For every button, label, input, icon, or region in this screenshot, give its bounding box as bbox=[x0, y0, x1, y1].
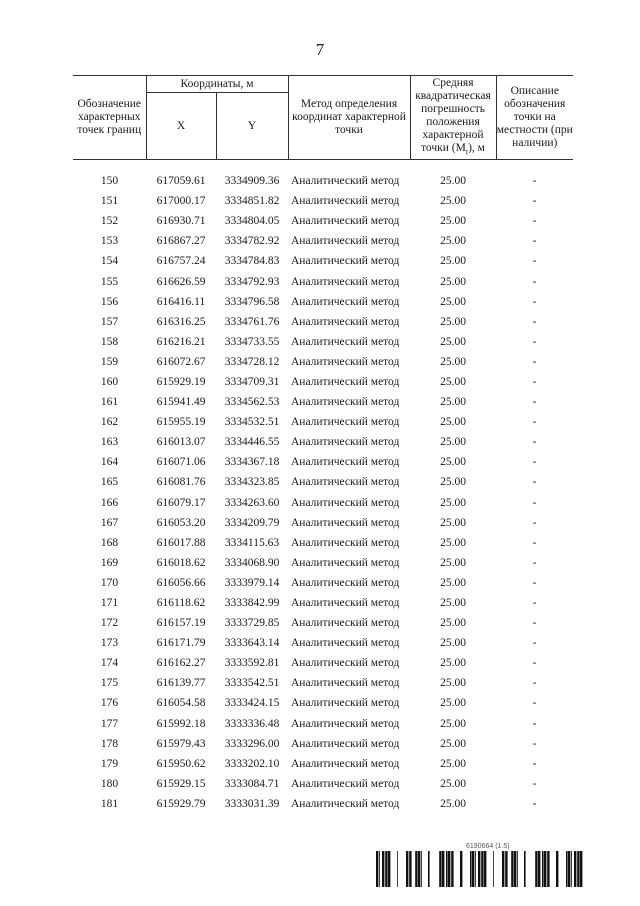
cell-error: 25.00 bbox=[440, 275, 466, 288]
cell-y: 3334851.82 bbox=[224, 195, 280, 208]
cell-point-number: 158 bbox=[100, 335, 119, 348]
cell-x: 616867.27 bbox=[156, 235, 206, 248]
table-row bbox=[73, 693, 573, 713]
barcode-bar bbox=[542, 851, 544, 887]
cell-error: 25.00 bbox=[440, 476, 466, 489]
table-row bbox=[73, 734, 573, 754]
cell-error: 25.00 bbox=[440, 737, 466, 750]
cell-y: 3334909.36 bbox=[224, 175, 280, 188]
cell-point-number: 168 bbox=[100, 536, 119, 549]
barcode-bar bbox=[460, 851, 462, 887]
cell-point-number: 162 bbox=[100, 416, 119, 429]
table-row bbox=[73, 472, 573, 492]
header-y: Y bbox=[216, 93, 288, 160]
barcode-bar bbox=[379, 851, 380, 887]
barcode-bar bbox=[578, 851, 580, 887]
cell-method: Аналитический метод bbox=[291, 677, 400, 690]
cell-description: - bbox=[532, 757, 537, 770]
cell-error: 25.00 bbox=[440, 396, 466, 409]
barcode-bar bbox=[416, 851, 418, 887]
cell-error: 25.00 bbox=[440, 617, 466, 630]
cell-x: 615992.18 bbox=[156, 717, 206, 730]
cell-y: 3334761.76 bbox=[224, 315, 280, 328]
barcode-bar bbox=[472, 851, 474, 887]
barcode-bar bbox=[386, 851, 388, 887]
barcode-bar bbox=[511, 851, 512, 887]
cell-description: - bbox=[532, 516, 537, 529]
cell-method: Аналитический метод bbox=[291, 315, 400, 328]
cell-error: 25.00 bbox=[440, 436, 466, 449]
cell-y: 3334804.05 bbox=[224, 215, 280, 228]
header-error bbox=[410, 76, 496, 160]
cell-description: - bbox=[532, 637, 537, 650]
cell-description: - bbox=[532, 436, 537, 449]
cell-y: 3333643.14 bbox=[224, 637, 280, 650]
cell-error: 25.00 bbox=[440, 677, 466, 690]
cell-x: 616018.62 bbox=[156, 556, 206, 569]
table-row bbox=[73, 251, 573, 271]
barcode-bar bbox=[452, 851, 454, 887]
cell-description: - bbox=[532, 657, 537, 670]
cell-description: - bbox=[532, 275, 537, 288]
cell-x: 615950.62 bbox=[156, 757, 206, 770]
barcode-bar bbox=[544, 851, 546, 887]
cell-y: 3333542.51 bbox=[224, 677, 280, 690]
cell-point-number: 152 bbox=[100, 215, 119, 228]
cell-error: 25.00 bbox=[440, 777, 466, 790]
cell-error: 25.00 bbox=[440, 315, 466, 328]
cell-description: - bbox=[532, 255, 537, 268]
table-row bbox=[73, 774, 573, 794]
cell-description: - bbox=[532, 456, 537, 469]
table-row bbox=[73, 171, 573, 191]
cell-method: Аналитический метод bbox=[291, 657, 400, 670]
cell-description: - bbox=[532, 496, 537, 509]
cell-point-number: 175 bbox=[100, 677, 119, 690]
cell-y: 3333592.81 bbox=[224, 657, 280, 670]
cell-point-number: 163 bbox=[100, 436, 119, 449]
table-body bbox=[73, 171, 573, 814]
cell-x: 616139.77 bbox=[156, 677, 206, 690]
cell-method: Аналитический метод bbox=[291, 777, 400, 790]
barcode-bar bbox=[475, 851, 476, 887]
cell-error: 25.00 bbox=[440, 597, 466, 610]
barcode-bar bbox=[484, 851, 486, 887]
barcode-bar bbox=[506, 851, 508, 887]
cell-point-number: 161 bbox=[100, 396, 119, 409]
cell-method: Аналитический метод bbox=[291, 637, 400, 650]
cell-x: 615929.79 bbox=[156, 797, 206, 810]
cell-x: 616079.17 bbox=[156, 496, 206, 509]
cell-method: Аналитический метод bbox=[291, 235, 400, 248]
barcode-bar bbox=[517, 851, 518, 887]
cell-description: - bbox=[532, 677, 537, 690]
cell-method: Аналитический метод bbox=[291, 375, 400, 388]
cell-error: 25.00 bbox=[440, 175, 466, 188]
cell-error: 25.00 bbox=[440, 516, 466, 529]
barcode-bar bbox=[382, 851, 384, 887]
cell-point-number: 157 bbox=[100, 315, 119, 328]
table-row bbox=[73, 754, 573, 774]
cell-error: 25.00 bbox=[440, 456, 466, 469]
cell-method: Аналитический метод bbox=[291, 536, 400, 549]
cell-description: - bbox=[532, 195, 537, 208]
cell-point-number: 171 bbox=[100, 597, 119, 610]
cell-x: 616157.19 bbox=[156, 617, 206, 630]
header-error-line1: Средняя квадратическая погрешность положения характерной bbox=[415, 76, 491, 141]
cell-y: 3334562.53 bbox=[224, 396, 280, 409]
cell-y: 3334446.55 bbox=[224, 436, 280, 449]
header-error-line2: точки (M bbox=[421, 141, 466, 154]
cell-point-number: 164 bbox=[100, 456, 119, 469]
cell-x: 617000.17 bbox=[156, 195, 206, 208]
barcode-bar bbox=[410, 851, 412, 887]
cell-y: 3333031.39 bbox=[224, 797, 280, 810]
cell-y: 3333336.48 bbox=[224, 717, 280, 730]
cell-description: - bbox=[532, 215, 537, 228]
cell-y: 3334784.83 bbox=[224, 255, 280, 268]
cell-method: Аналитический метод bbox=[291, 255, 400, 268]
cell-x: 615955.19 bbox=[156, 416, 206, 429]
table-row bbox=[73, 211, 573, 231]
cell-x: 616053.20 bbox=[156, 516, 206, 529]
barcode-bar bbox=[580, 851, 582, 887]
table-row bbox=[73, 553, 573, 573]
barcode-bar bbox=[446, 851, 448, 887]
table-row bbox=[73, 573, 573, 593]
table-header bbox=[73, 75, 573, 160]
cell-point-number: 170 bbox=[100, 576, 119, 589]
cell-x: 616216.21 bbox=[156, 335, 206, 348]
cell-method: Аналитический метод bbox=[291, 195, 400, 208]
cell-error: 25.00 bbox=[440, 697, 466, 710]
barcode-bar bbox=[428, 851, 430, 887]
cell-description: - bbox=[532, 396, 537, 409]
barcode-bar bbox=[439, 851, 440, 887]
table-row bbox=[73, 332, 573, 352]
cell-y: 3333979.14 bbox=[224, 576, 280, 589]
barcode-bar bbox=[470, 851, 472, 887]
cell-method: Аналитический метод bbox=[291, 396, 400, 409]
cell-point-number: 179 bbox=[100, 757, 119, 770]
cell-method: Аналитический метод bbox=[291, 456, 400, 469]
cell-method: Аналитический метод bbox=[291, 717, 400, 730]
cell-description: - bbox=[532, 295, 537, 308]
cell-y: 3333202.10 bbox=[224, 757, 280, 770]
cell-x: 616162.27 bbox=[156, 657, 206, 670]
barcode-bar bbox=[418, 851, 420, 887]
cell-point-number: 156 bbox=[100, 295, 119, 308]
cell-error: 25.00 bbox=[440, 335, 466, 348]
barcode-image bbox=[376, 851, 590, 887]
cell-x: 616416.11 bbox=[156, 295, 206, 308]
cell-x: 616081.76 bbox=[156, 476, 206, 489]
cell-y: 3334733.55 bbox=[224, 335, 280, 348]
table-row bbox=[73, 513, 573, 533]
table-row bbox=[73, 392, 573, 412]
cell-method: Аналитический метод bbox=[291, 597, 400, 610]
table-row bbox=[73, 653, 573, 673]
table-row bbox=[73, 352, 573, 372]
cell-description: - bbox=[532, 697, 537, 710]
cell-y: 3334792.93 bbox=[224, 275, 280, 288]
cell-description: - bbox=[532, 355, 537, 368]
cell-error: 25.00 bbox=[440, 576, 466, 589]
cell-error: 25.00 bbox=[440, 797, 466, 810]
cell-error: 25.00 bbox=[440, 416, 466, 429]
barcode-bar bbox=[512, 851, 514, 887]
barcode-bar bbox=[524, 851, 526, 887]
cell-method: Аналитический метод bbox=[291, 516, 400, 529]
barcode-bar bbox=[478, 851, 480, 887]
cell-point-number: 172 bbox=[100, 617, 119, 630]
cell-error: 25.00 bbox=[440, 375, 466, 388]
cell-x: 616316.25 bbox=[156, 315, 206, 328]
header-description: Описание обозначения точки на местности (при наличии) bbox=[496, 76, 573, 160]
barcode-bar bbox=[502, 851, 504, 887]
cell-point-number: 159 bbox=[100, 355, 119, 368]
cell-description: - bbox=[532, 617, 537, 630]
header-coordinates: Координаты, м bbox=[146, 76, 288, 93]
cell-y: 3334115.63 bbox=[224, 536, 280, 549]
cell-y: 3333296.00 bbox=[224, 737, 280, 750]
cell-y: 3334068.90 bbox=[224, 556, 280, 569]
cell-description: - bbox=[532, 536, 537, 549]
cell-point-number: 160 bbox=[100, 375, 119, 388]
cell-y: 3333729.85 bbox=[224, 617, 280, 630]
barcode-bar bbox=[376, 851, 378, 887]
barcode-bar bbox=[440, 851, 442, 887]
cell-method: Аналитический метод bbox=[291, 355, 400, 368]
cell-y: 3334782.92 bbox=[224, 235, 280, 248]
table-row bbox=[73, 613, 573, 633]
cell-point-number: 178 bbox=[100, 737, 119, 750]
table-row bbox=[73, 271, 573, 291]
cell-error: 25.00 bbox=[440, 195, 466, 208]
barcode-bar bbox=[535, 851, 536, 887]
cell-x: 616056.66 bbox=[156, 576, 206, 589]
barcode-bar bbox=[397, 851, 398, 887]
cell-method: Аналитический метод bbox=[291, 476, 400, 489]
cell-y: 3334709.31 bbox=[224, 375, 280, 388]
barcode-bar bbox=[556, 851, 558, 887]
table-row bbox=[73, 432, 573, 452]
table-row bbox=[73, 452, 573, 472]
cell-method: Аналитический метод bbox=[291, 215, 400, 228]
barcode-bar bbox=[385, 851, 386, 887]
cell-x: 616017.88 bbox=[156, 536, 206, 549]
table-row bbox=[73, 372, 573, 392]
cell-point-number: 154 bbox=[100, 255, 119, 268]
cell-point-number: 151 bbox=[100, 195, 119, 208]
cell-method: Аналитический метод bbox=[291, 175, 400, 188]
cell-method: Аналитический метод bbox=[291, 295, 400, 308]
cell-error: 25.00 bbox=[440, 255, 466, 268]
cell-description: - bbox=[532, 597, 537, 610]
cell-point-number: 169 bbox=[100, 556, 119, 569]
cell-x: 616071.06 bbox=[156, 456, 206, 469]
header-error-sub: t bbox=[465, 147, 469, 157]
cell-error: 25.00 bbox=[440, 637, 466, 650]
cell-description: - bbox=[532, 315, 537, 328]
table-row bbox=[73, 633, 573, 653]
cell-x: 615929.15 bbox=[156, 777, 206, 790]
barcode-bar bbox=[482, 851, 484, 887]
table-row bbox=[73, 191, 573, 211]
table-row bbox=[73, 292, 573, 312]
barcode-bar bbox=[574, 851, 576, 887]
cell-point-number: 181 bbox=[100, 797, 119, 810]
cell-y: 3334263.60 bbox=[224, 496, 280, 509]
cell-description: - bbox=[532, 797, 537, 810]
cell-y: 3333842.99 bbox=[224, 597, 280, 610]
barcode-bar bbox=[406, 851, 408, 887]
barcode-bar bbox=[538, 851, 540, 887]
barcode-bar bbox=[388, 851, 390, 887]
cell-x: 616930.71 bbox=[156, 215, 206, 228]
cell-error: 25.00 bbox=[440, 657, 466, 670]
cell-y: 3334728.12 bbox=[224, 355, 280, 368]
cell-x: 616626.59 bbox=[156, 275, 206, 288]
cell-error: 25.00 bbox=[440, 536, 466, 549]
barcode-bar bbox=[505, 851, 506, 887]
cell-x: 616013.07 bbox=[156, 436, 206, 449]
table-row bbox=[73, 593, 573, 613]
table-row bbox=[73, 794, 573, 814]
header-error-line3: ), м bbox=[468, 141, 485, 154]
cell-method: Аналитический метод bbox=[291, 556, 400, 569]
cell-point-number: 167 bbox=[100, 516, 119, 529]
header-point-designation: Обозначение характерных точек границ bbox=[73, 76, 146, 160]
cell-method: Аналитический метод bbox=[291, 797, 400, 810]
barcode-bar bbox=[571, 851, 572, 887]
cell-description: - bbox=[532, 375, 537, 388]
cell-point-number: 173 bbox=[100, 637, 119, 650]
cell-method: Аналитический метод bbox=[291, 617, 400, 630]
barcode-bar bbox=[547, 851, 548, 887]
cell-description: - bbox=[532, 717, 537, 730]
cell-y: 3334532.51 bbox=[224, 416, 280, 429]
cell-description: - bbox=[532, 576, 537, 589]
cell-x: 616757.24 bbox=[156, 255, 206, 268]
barcode-bar bbox=[421, 851, 422, 887]
cell-y: 3334323.85 bbox=[224, 476, 280, 489]
table-row bbox=[73, 533, 573, 553]
cell-y: 3334209.79 bbox=[224, 516, 280, 529]
cell-y: 3334796.58 bbox=[224, 295, 280, 308]
cell-error: 25.00 bbox=[440, 556, 466, 569]
cell-method: Аналитический метод bbox=[291, 275, 400, 288]
cell-method: Аналитический метод bbox=[291, 697, 400, 710]
cell-x: 615979.43 bbox=[156, 737, 206, 750]
barcode-code: 6190664 (1.5) bbox=[466, 843, 510, 850]
barcode-bar bbox=[566, 851, 568, 887]
barcode-bar bbox=[451, 851, 452, 887]
barcode-bar bbox=[493, 851, 494, 887]
barcode-bar bbox=[568, 851, 570, 887]
cell-description: - bbox=[532, 737, 537, 750]
cell-description: - bbox=[532, 235, 537, 248]
barcode-bar bbox=[409, 851, 410, 887]
cell-point-number: 174 bbox=[100, 657, 119, 670]
cell-x: 616171.79 bbox=[156, 637, 206, 650]
cell-point-number: 166 bbox=[100, 496, 119, 509]
cell-description: - bbox=[532, 556, 537, 569]
cell-method: Аналитический метод bbox=[291, 737, 400, 750]
cell-method: Аналитический метод bbox=[291, 757, 400, 770]
cell-point-number: 153 bbox=[100, 235, 119, 248]
cell-y: 3333084.71 bbox=[224, 777, 280, 790]
cell-error: 25.00 bbox=[440, 355, 466, 368]
cell-x: 615929.19 bbox=[156, 375, 206, 388]
cell-y: 3333424.15 bbox=[224, 697, 280, 710]
barcode-bar bbox=[577, 851, 578, 887]
barcode-bar bbox=[448, 851, 450, 887]
cell-error: 25.00 bbox=[440, 295, 466, 308]
cell-point-number: 180 bbox=[100, 777, 119, 790]
header-method: Метод определения координат характерной точки bbox=[288, 76, 410, 160]
cell-error: 25.00 bbox=[440, 496, 466, 509]
cell-point-number: 165 bbox=[100, 476, 119, 489]
barcode-bar bbox=[548, 851, 550, 887]
cell-method: Аналитический метод bbox=[291, 576, 400, 589]
cell-method: Аналитический метод bbox=[291, 416, 400, 429]
page-number: 7 bbox=[315, 40, 325, 59]
cell-x: 616118.62 bbox=[156, 597, 206, 610]
cell-description: - bbox=[532, 175, 537, 188]
cell-description: - bbox=[532, 476, 537, 489]
barcode-bar bbox=[536, 851, 538, 887]
cell-x: 617059.61 bbox=[156, 175, 206, 188]
barcode-bar bbox=[481, 851, 482, 887]
table-row bbox=[73, 412, 573, 432]
cell-point-number: 155 bbox=[100, 275, 119, 288]
cell-point-number: 177 bbox=[100, 717, 119, 730]
cell-description: - bbox=[532, 335, 537, 348]
barcode-bar bbox=[415, 851, 416, 887]
table-row bbox=[73, 673, 573, 693]
table-row bbox=[73, 312, 573, 332]
cell-error: 25.00 bbox=[440, 235, 466, 248]
cell-method: Аналитический метод bbox=[291, 496, 400, 509]
cell-x: 615941.49 bbox=[156, 396, 206, 409]
cell-point-number: 176 bbox=[100, 697, 119, 710]
cell-description: - bbox=[532, 777, 537, 790]
barcode-bar bbox=[442, 851, 444, 887]
cell-x: 616054.58 bbox=[156, 697, 206, 710]
table-row bbox=[73, 231, 573, 251]
cell-method: Аналитический метод bbox=[291, 436, 400, 449]
header-x: X bbox=[146, 93, 216, 160]
cell-x: 616072.67 bbox=[156, 355, 206, 368]
cell-error: 25.00 bbox=[440, 215, 466, 228]
cell-method: Аналитический метод bbox=[291, 335, 400, 348]
cell-y: 3334367.18 bbox=[224, 456, 280, 469]
cell-error: 25.00 bbox=[440, 757, 466, 770]
cell-description: - bbox=[532, 416, 537, 429]
barcode-bar bbox=[514, 851, 516, 887]
cell-point-number: 150 bbox=[100, 175, 119, 188]
table-row bbox=[73, 493, 573, 513]
cell-error: 25.00 bbox=[440, 717, 466, 730]
table-row bbox=[73, 714, 573, 734]
